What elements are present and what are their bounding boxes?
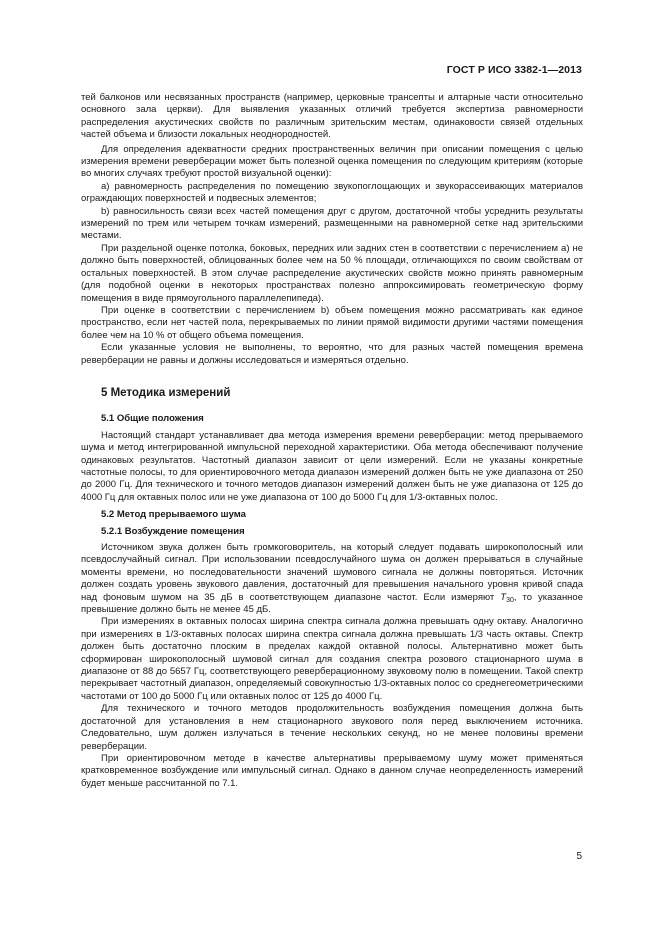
list-item-a: a) равномерность распределения по помещению звукопоглощающих и звукорассеивающих материалов ограждающих поверхностей и подвесных элементов; bbox=[81, 180, 583, 205]
page-content bbox=[81, 92, 583, 790]
paragraph-5-2-1-source bbox=[81, 542, 583, 616]
paragraph-criteria-intro: Для определения адекватности средних пространственных величин при описании помещения с целью измерения времени реверберации может быть полезной оценка помещения по следующим критериям (которые во многих случаях требуют простой визуальной оценки): bbox=[81, 143, 583, 180]
list-item-b: b) равносильность связи всех частей помещения друг с другом, достаточной чтобы усреднить результаты измерений по трем или четырем точкам измерений, размещенными на равномерной сетке над зрительскими местами. bbox=[81, 205, 583, 242]
paragraph-5-1: Настоящий стандарт устанавливает два метода измерения времени реверберации: метод прерываемого шума и метод интегрированной импульсной переходной характеристики. Оба метода обеспечивают получение одинаковых результатов. Частотный диапазон зависит от цели измерений. Если не указаны конкретные частотные полосы, то для ориентировочного метода диапазон измерений должен быть не уже диапазона от 250 до 2000 Гц. Для технического и точного методов диапазон измерений должен быть не уже диапазона от 125 до 4000 Гц для октавных полос или не уже диапазона от 100 до 5000 Гц для 1/3-октавных полос. bbox=[81, 429, 583, 503]
document-header: ГОСТ Р ИСО 3382-1—2013 bbox=[446, 64, 582, 76]
paragraph-separate-assessment: При раздельной оценке потолка, боковых, передних или задних стен в соответствии с перечислением а) не должно быть поверхностей, облицованных более чем на 50 % площади, отличающихся по своим свойствам от остальных поверхностей. В этом случае распределение акустических свойств можно принять равномерным (для подобной оценки в некоторых пространствах полезно аппроксимировать геометрическую форму помещения в виде прямоугольного параллелепипеда). bbox=[81, 242, 583, 304]
page-number: 5 bbox=[576, 851, 582, 862]
t30-symbol: T bbox=[500, 591, 507, 603]
subsection-5-1-title: 5.1 Общие положения bbox=[101, 413, 204, 425]
subsection-5-2-1-title: 5.2.1 Возбуждение помещения bbox=[101, 525, 245, 537]
paragraph-5-2-1-duration: Для технического и точного методов продолжительность возбуждения помещения должна быть достаточной для установления в нем стационарного звукового поля перед выключением источника. Следовательно, шум должен излучаться в течение нескольких секунд, но не менее половины времени реверберации. bbox=[81, 703, 583, 752]
section-5-title: 5 Методика измерений bbox=[101, 386, 231, 399]
t30-subscript: 30 bbox=[506, 596, 514, 604]
paragraph-single-space: При оценке в соответствии с перечислением b) объем помещения можно рассматривать как единое пространство, если нет частей пола, перекрываемых по линии прямой видимости другими частями помещения более чем на 10 % от общего объема помещения. bbox=[81, 304, 583, 341]
paragraph-5-2-1-survey: При ориентировочном методе в качестве альтернативы прерываемому шуму может применяться кратковременное возбуждение или импульсный сигнал. Однако в данном случае неопределенность измерений будет меньше рассчитанной по 7.1. bbox=[81, 752, 583, 789]
paragraph-5-2-1-spectrum: При измерениях в октавных полосах ширина спектра сигнала должна превышать одну октаву. Аналогично при измерениях в 1/3-октавных полосах ширина спектра сигнала должна превышать 1/3 часть октавы. Спектр должен быть достаточно плоским в пределах каждой октавной полосы. Альтернативно может быть сформирован широкополосный шумовой сигнал для создания спектра розового стационарного шума в диапазоне от 88 до 5657 Гц, соответствующего реверберационному звуковому полю в помещении. Такой спектр перекрывает частотный диапазон, определяемый совокупностью 1/3-октавных полос со среднегеометрическими частотами от 100 до 5000 Гц или октавных полос от 125 до 4000 Гц. bbox=[81, 616, 583, 702]
paragraph-continuation: тей балконов или несвязанных пространств (например, церковные трансепты и алтарные части относительно основного зала церкви). Для выявления указанных отличий требуется экспертиза равномерности распределения акустических свойств по различным зрительским местам, одинаковости связей отдельных частей объема и близости локальных неоднородностей. bbox=[81, 92, 583, 141]
paragraph-5-2-1-source-tail: , то указанное превышение должно быть не менее 45 дБ. bbox=[81, 591, 583, 616]
paragraph-5-2-1-source-text: Источником звука должен быть громкоговоритель, на который следует подавать широкополосный или псевдослучайный сигнал. При использовании псевдослучайного шума он должен прерываться в случайные моменты времени, но последовательности значений шумового сигнала не должны повторяться. Источник должен создать уровень звукового давления, достаточный для превышения начального уровня кривой спада над фоновым шумом на 35 дБ в соответствующем диапазоне частот. Если измеряют bbox=[81, 542, 583, 603]
subsection-5-2-title: 5.2 Метод прерываемого шума bbox=[101, 509, 246, 521]
paragraph-conditions-not-met: Если указанные условия не выполнены, то вероятно, что для разных частей помещения времена реверберации не равны и должны исследоваться и измеряться отдельно. bbox=[81, 342, 583, 366]
